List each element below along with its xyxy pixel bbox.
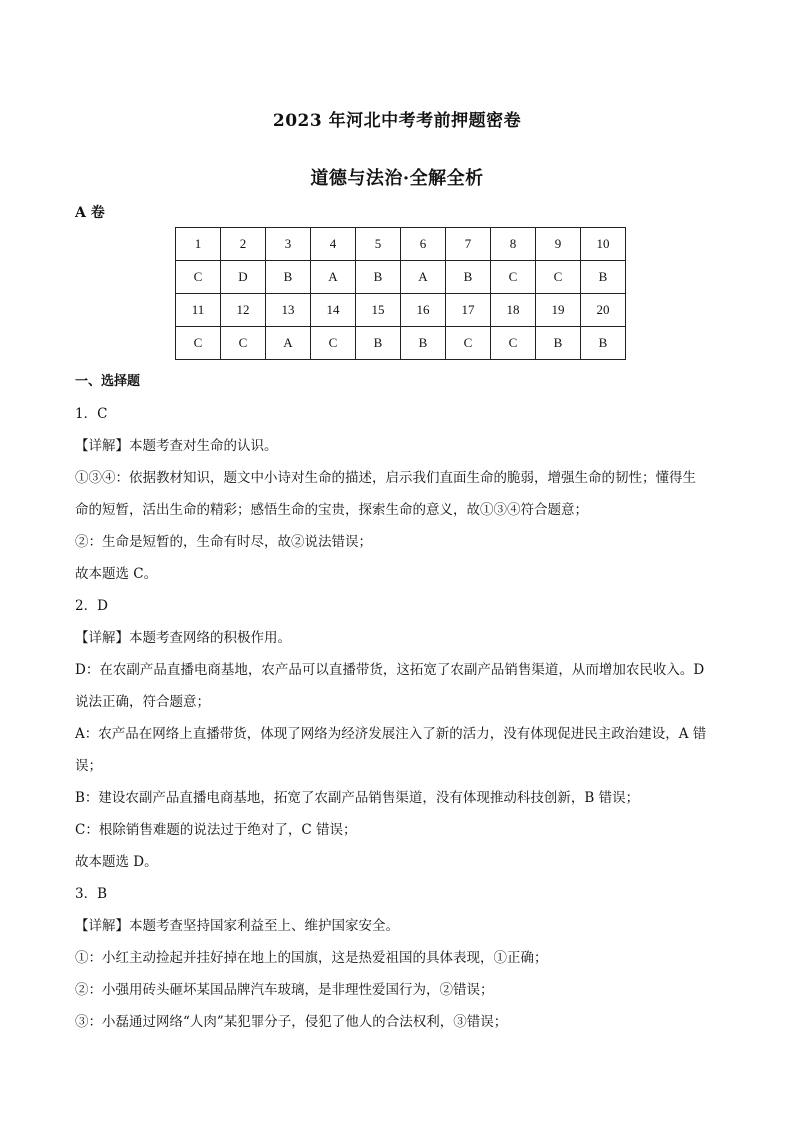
text-line: 故本题选 D。 (75, 854, 158, 870)
text-line: 命的短暂，活出生命的精彩；感悟生命的宝贵，探索生命的意义，故①③④符合题意； (75, 502, 588, 518)
table-cell: 17 (446, 294, 491, 327)
table-cell: B (356, 327, 401, 360)
answer-table (175, 227, 626, 360)
explanation-content (75, 366, 725, 1038)
table-cell: A (311, 261, 356, 294)
document-title: 2023 年河北中考考前押题密卷 (272, 111, 522, 131)
table-cell: B (356, 261, 401, 294)
section-label: A 卷 (75, 205, 105, 221)
table-cell: 19 (536, 294, 581, 327)
table-cell: 16 (401, 294, 446, 327)
table-cell: 5 (356, 228, 401, 261)
text-line: ③：小磊通过网络“人肉”某犯罪分子，侵犯了他人的合法权利，③错误； (75, 1014, 508, 1030)
text-line: 误； (75, 758, 102, 774)
table-row (176, 294, 626, 327)
text-line: 【详解】本题考查坚持国家利益至上、维护国家安全。 (75, 918, 399, 934)
document-subtitle: 道德与法治·全解全析 (310, 168, 484, 189)
text-line: 【详解】本题考查网络的积极作用。 (75, 630, 291, 646)
section-title: 一、选择题 (75, 374, 141, 389)
table-cell: 20 (581, 294, 626, 327)
text-line: D：在农副产品直播电商基地，农产品可以直播带货，这拓宽了农副产品销售渠道，从而增加农民收入。D (75, 662, 705, 678)
text-line: ①：小红主动捡起并挂好掉在地上的国旗，这是热爱祖国的具体表现，①正确； (75, 950, 548, 966)
table-cell: 8 (491, 228, 536, 261)
table-cell: 13 (266, 294, 311, 327)
table-cell: B (446, 261, 491, 294)
table-cell: C (311, 327, 356, 360)
text-line: B：建设农副产品直播电商基地，拓宽了农副产品销售渠道，没有体现推动科技创新，B 错误； (75, 790, 640, 806)
table-cell: C (221, 327, 266, 360)
text-line: A：农产品在网络上直播带货，体现了网络为经济发展注入了新的活力，没有体现促进民主政治建设，A 错 (75, 726, 707, 742)
text-line: ②：小强用砖头砸坏某国品牌汽车玻璃，是非理性爱国行为，②错误； (75, 982, 494, 998)
table-cell: 15 (356, 294, 401, 327)
text-line: 说法正确，符合题意； (75, 694, 210, 710)
table-cell: B (401, 327, 446, 360)
table-cell: B (581, 261, 626, 294)
table-cell: A (401, 261, 446, 294)
table-cell: C (491, 327, 536, 360)
text-line: 故本题选 C。 (75, 566, 158, 582)
table-cell: C (536, 261, 581, 294)
table-cell: 10 (581, 228, 626, 261)
text-line: 3．B (75, 886, 108, 902)
text-line: ①③④：依据教材知识，题文中小诗对生命的描述，启示我们直面生命的脆弱，增强生命的韧性；懂得生 (75, 470, 696, 486)
table-cell: C (491, 261, 536, 294)
table-cell: 14 (311, 294, 356, 327)
table-cell: 2 (221, 228, 266, 261)
text-line: 【详解】本题考查对生命的认识。 (75, 438, 278, 454)
table-cell: A (266, 327, 311, 360)
table-cell: C (446, 327, 491, 360)
table-row (176, 228, 626, 261)
table-cell: C (176, 327, 221, 360)
table-cell: 9 (536, 228, 581, 261)
table-cell: C (176, 261, 221, 294)
text-line: 2．D (75, 598, 108, 614)
table-cell: B (266, 261, 311, 294)
text-line: C：根除销售难题的说法过于绝对了，C 错误； (75, 822, 357, 838)
table-cell: 18 (491, 294, 536, 327)
table-cell: B (536, 327, 581, 360)
table-cell: 6 (401, 228, 446, 261)
table-cell: 7 (446, 228, 491, 261)
table-cell: B (581, 327, 626, 360)
table-cell: 11 (176, 294, 221, 327)
text-line: 1．C (75, 406, 108, 422)
table-cell: 3 (266, 228, 311, 261)
table-row (176, 261, 626, 294)
text-line: ②：生命是短暂的，生命有时尽，故②说法错误； (75, 534, 372, 550)
table-cell: D (221, 261, 266, 294)
table-cell: 1 (176, 228, 221, 261)
table-cell: 12 (221, 294, 266, 327)
table-row (176, 327, 626, 360)
table-cell: 4 (311, 228, 356, 261)
